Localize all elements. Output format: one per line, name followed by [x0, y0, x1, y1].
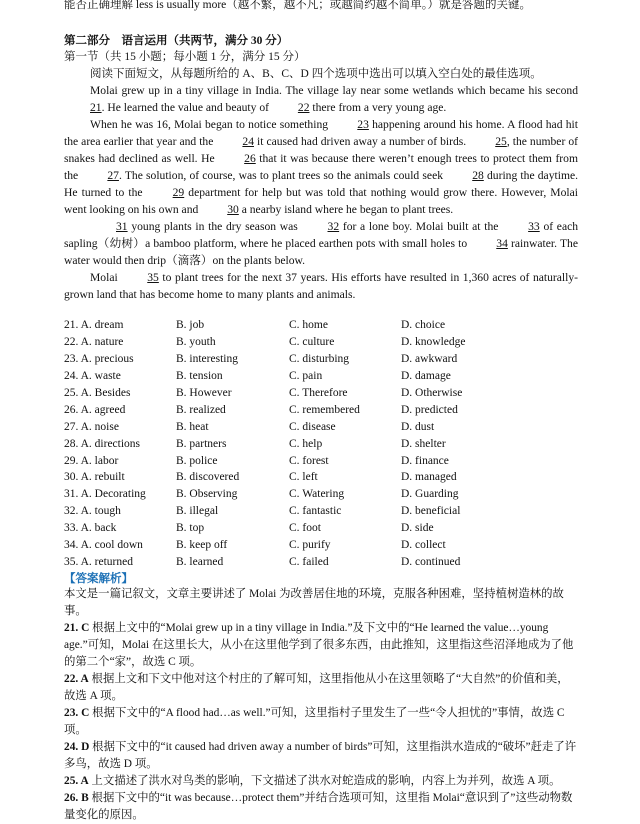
option-d: D. beneficial — [401, 505, 461, 518]
option-c: C. help — [289, 437, 323, 450]
analysis-number: 26. B — [64, 792, 89, 804]
option-row — [64, 469, 580, 486]
option-row — [64, 435, 580, 452]
blank-22: 22 — [297, 101, 310, 114]
option-b: B. However — [176, 387, 232, 399]
option-a: 26. A. agreed — [64, 403, 126, 416]
text: . He learned the value and beauty of — [101, 101, 269, 114]
option-row — [64, 351, 580, 368]
paragraph-4 — [64, 269, 578, 303]
blank-28: 28 — [472, 169, 484, 182]
analysis-item — [64, 620, 580, 671]
option-b: B. keep off — [176, 539, 228, 552]
subsection-title: 第一节（共 15 小题；每小题 1 分，满分 15 分） — [64, 51, 306, 63]
analysis-text: 根据下文中的“A flood had…as well.”可知，这里指村子里发生了一些“令人担忧的”事情，故选 C 项。 — [64, 707, 565, 736]
text: that it was because there weren’t enough trees to protect them from the — [64, 152, 578, 182]
option-b: B. discovered — [176, 471, 240, 484]
analysis-number: 21. C — [64, 622, 90, 634]
option-row — [64, 317, 580, 334]
analysis-number: 24. D — [64, 741, 90, 753]
option-a: 34. A. cool down — [64, 539, 143, 552]
option-row — [64, 334, 580, 351]
blank-32: 32 — [327, 220, 340, 233]
option-a: 30. A. rebuilt — [64, 471, 125, 484]
cloze-passage — [64, 82, 578, 303]
option-row — [64, 368, 580, 385]
option-d: D. awkward — [401, 353, 458, 366]
text: to plant trees for the next 37 years. His efforts have resulted in 1,360 acres of naturally-grown land that has become home to many plants and animals. — [64, 271, 579, 301]
option-d: D. continued — [401, 555, 461, 568]
analysis-text: 根据下文中的“it was because…protect them”并结合选项可知，这里指 Molai“意识到了”这些动物数量变化的原因。 — [64, 792, 573, 821]
option-row — [64, 486, 580, 503]
blank-29: 29 — [172, 186, 185, 199]
option-d: D. dust — [401, 420, 435, 433]
blank-23: 23 — [357, 118, 369, 131]
option-b: B. top — [176, 522, 205, 535]
blank-21: 21 — [90, 101, 102, 114]
option-c: C. disturbing — [289, 353, 350, 366]
option-d: D. Otherwise — [401, 387, 463, 399]
text: . The solution, of course, was to plant trees so the animals could seek — [118, 169, 444, 182]
blank-34: 34 — [496, 237, 508, 250]
option-a: 23. A. precious — [64, 353, 134, 366]
option-c: C. Watering — [289, 488, 345, 501]
blank-27: 27 — [107, 169, 119, 182]
option-b: B. police — [176, 454, 218, 467]
text: rainwater. The water would then drip（滴落）on the plants below. — [64, 237, 578, 267]
option-c: C. purify — [289, 539, 331, 552]
text: of each sapling（幼树）a bamboo platform, where he placed earthen pots with small holes to — [64, 220, 579, 250]
option-b: B. learned — [176, 555, 224, 568]
option-row — [64, 418, 580, 435]
option-row — [64, 385, 580, 402]
blank-24: 24 — [242, 135, 254, 148]
text: happening around his home. A flood had hit the area earlier that year and the — [64, 118, 578, 148]
option-d: D. collect — [401, 539, 446, 552]
option-c: C. remembered — [289, 403, 360, 416]
option-b: B. youth — [176, 336, 216, 349]
analysis-text: 根据下文中的“it caused had driven away a number of birds”可知，这里指洪水造成的“破坏”赶走了许多鸟，故选 D 项。 — [64, 741, 577, 770]
analysis-intro: 本文是一篇记叙文，文章主要讲述了 Molai 为改善居住地的环境，克服各种困难，坚持植树造林的故事。 — [64, 588, 564, 617]
option-a: 28. A. directions — [64, 437, 141, 450]
paragraph-3 — [64, 218, 578, 269]
paragraph-1 — [64, 82, 578, 116]
blank-30: 30 — [227, 203, 239, 216]
instruction: 阅读下面短文，从每题所给的 A、B、C、D 四个选项中选出可以填入空白处的最佳选项。 — [90, 68, 542, 80]
option-a: 31. A. Decorating — [64, 488, 146, 501]
section-title: 第二部分 语言运用（共两节，满分 30 分） — [64, 35, 289, 47]
answer-analysis — [64, 586, 580, 824]
option-row — [64, 537, 580, 554]
option-b: B. interesting — [176, 353, 238, 366]
option-d: D. finance — [401, 454, 449, 467]
analysis-item — [64, 671, 580, 705]
blank-26: 26 — [244, 152, 256, 165]
option-row — [64, 401, 580, 418]
option-b: B. tension — [176, 370, 223, 383]
option-c: C. home — [289, 319, 328, 332]
option-c: C. pain — [289, 370, 323, 383]
option-c: C. left — [289, 471, 318, 484]
option-c: C. forest — [289, 454, 329, 467]
option-a: 33. A. back — [64, 522, 117, 535]
option-a: 22. A. nature — [64, 336, 124, 349]
analysis-number: 23. C — [64, 707, 90, 719]
option-d: D. damage — [401, 370, 451, 383]
option-d: D. shelter — [401, 437, 446, 450]
option-b: B. Observing — [176, 488, 238, 501]
option-c: C. foot — [289, 522, 321, 535]
text: it caused had driven away a number of birds. — [257, 135, 467, 148]
analysis-item — [64, 790, 580, 824]
option-a: 29. A. labor — [64, 454, 119, 467]
option-c: C. disease — [289, 420, 336, 433]
option-d: D. managed — [401, 471, 457, 484]
option-a: 35. A. returned — [64, 555, 133, 568]
option-a: 32. A. tough — [64, 505, 121, 518]
option-c: C. fantastic — [289, 505, 342, 518]
option-b: B. heat — [176, 420, 209, 433]
option-c: C. Therefore — [289, 387, 348, 399]
text: during the daytime. He turned to the — [64, 169, 579, 199]
analysis-text: 根据上文中的“Molai grew up in a tiny village in India.”及下文中的“He learned the value…young age.”可知，Molai 在这里长大，从小在这里他学到了很多东西，由此推知，这里指这些沼泽地成为了他的第二个“家”，故选 C 项。 — [64, 622, 574, 668]
option-a: 27. A. noise — [64, 420, 119, 433]
option-row — [64, 503, 580, 520]
analysis-text: 上文描述了洪水对鸟类的影响，下文描述了洪水对蛇造成的影响，内容上为并列，故选 A 项。 — [91, 775, 561, 787]
text: Molai grew up in a tiny village in India. The village lay near some wetlands which became his second — [90, 84, 578, 97]
analysis-number: 25. A — [64, 775, 89, 787]
answer-options — [64, 317, 580, 570]
text: there from a very young age. — [312, 101, 447, 114]
text: , the number of snakes had declined as well. He — [64, 135, 578, 165]
previous-analysis-line: 能否正确理解 less is usually more（越不繁，越不凡；或越简约越不简单。）就是答题的关键。 — [64, 0, 532, 11]
option-b: B. illegal — [176, 505, 219, 518]
option-a: 25. A. Besides — [64, 387, 131, 399]
option-d: D. side — [401, 522, 434, 535]
analysis-item — [64, 773, 580, 790]
option-row — [64, 520, 580, 537]
option-d: D. knowledge — [401, 336, 466, 349]
option-c: C. failed — [289, 555, 329, 568]
text: young plants in the dry season was — [131, 220, 298, 233]
analysis-number: 22. A — [64, 673, 89, 685]
option-a: 24. A. waste — [64, 370, 121, 383]
text: for a lone boy. Molai built at the — [342, 220, 499, 233]
answer-analysis-header: 【答案解析】 — [64, 573, 133, 585]
option-b: B. job — [176, 319, 205, 332]
blank-31: 31 — [116, 220, 128, 233]
blank-33: 33 — [528, 220, 540, 233]
option-d: D. choice — [401, 319, 446, 332]
text: Molai — [90, 271, 118, 284]
option-b: B. partners — [176, 437, 227, 450]
text: department for help but was told that nothing would grow there. However, Molai went looking on his own and — [64, 186, 578, 216]
blank-25: 25 — [495, 135, 507, 148]
analysis-item — [64, 739, 580, 773]
blank-35: 35 — [147, 271, 159, 284]
option-b: B. realized — [176, 403, 226, 416]
option-row — [64, 553, 580, 570]
option-d: D. Guarding — [401, 488, 459, 501]
option-a: 21. A. dream — [64, 319, 124, 332]
text: When he was 16, Molai began to notice something — [90, 118, 329, 131]
analysis-text: 根据上文和下文中他对这个村庄的了解可知，这里指他从小在这里领略了“大自然”的价值和美，故选 A 项。 — [64, 673, 569, 702]
text: a nearby island where he began to plant trees. — [241, 203, 454, 216]
option-d: D. predicted — [401, 403, 458, 416]
analysis-item — [64, 705, 580, 739]
paragraph-2 — [64, 116, 578, 218]
option-c: C. culture — [289, 336, 335, 349]
option-row — [64, 452, 580, 469]
